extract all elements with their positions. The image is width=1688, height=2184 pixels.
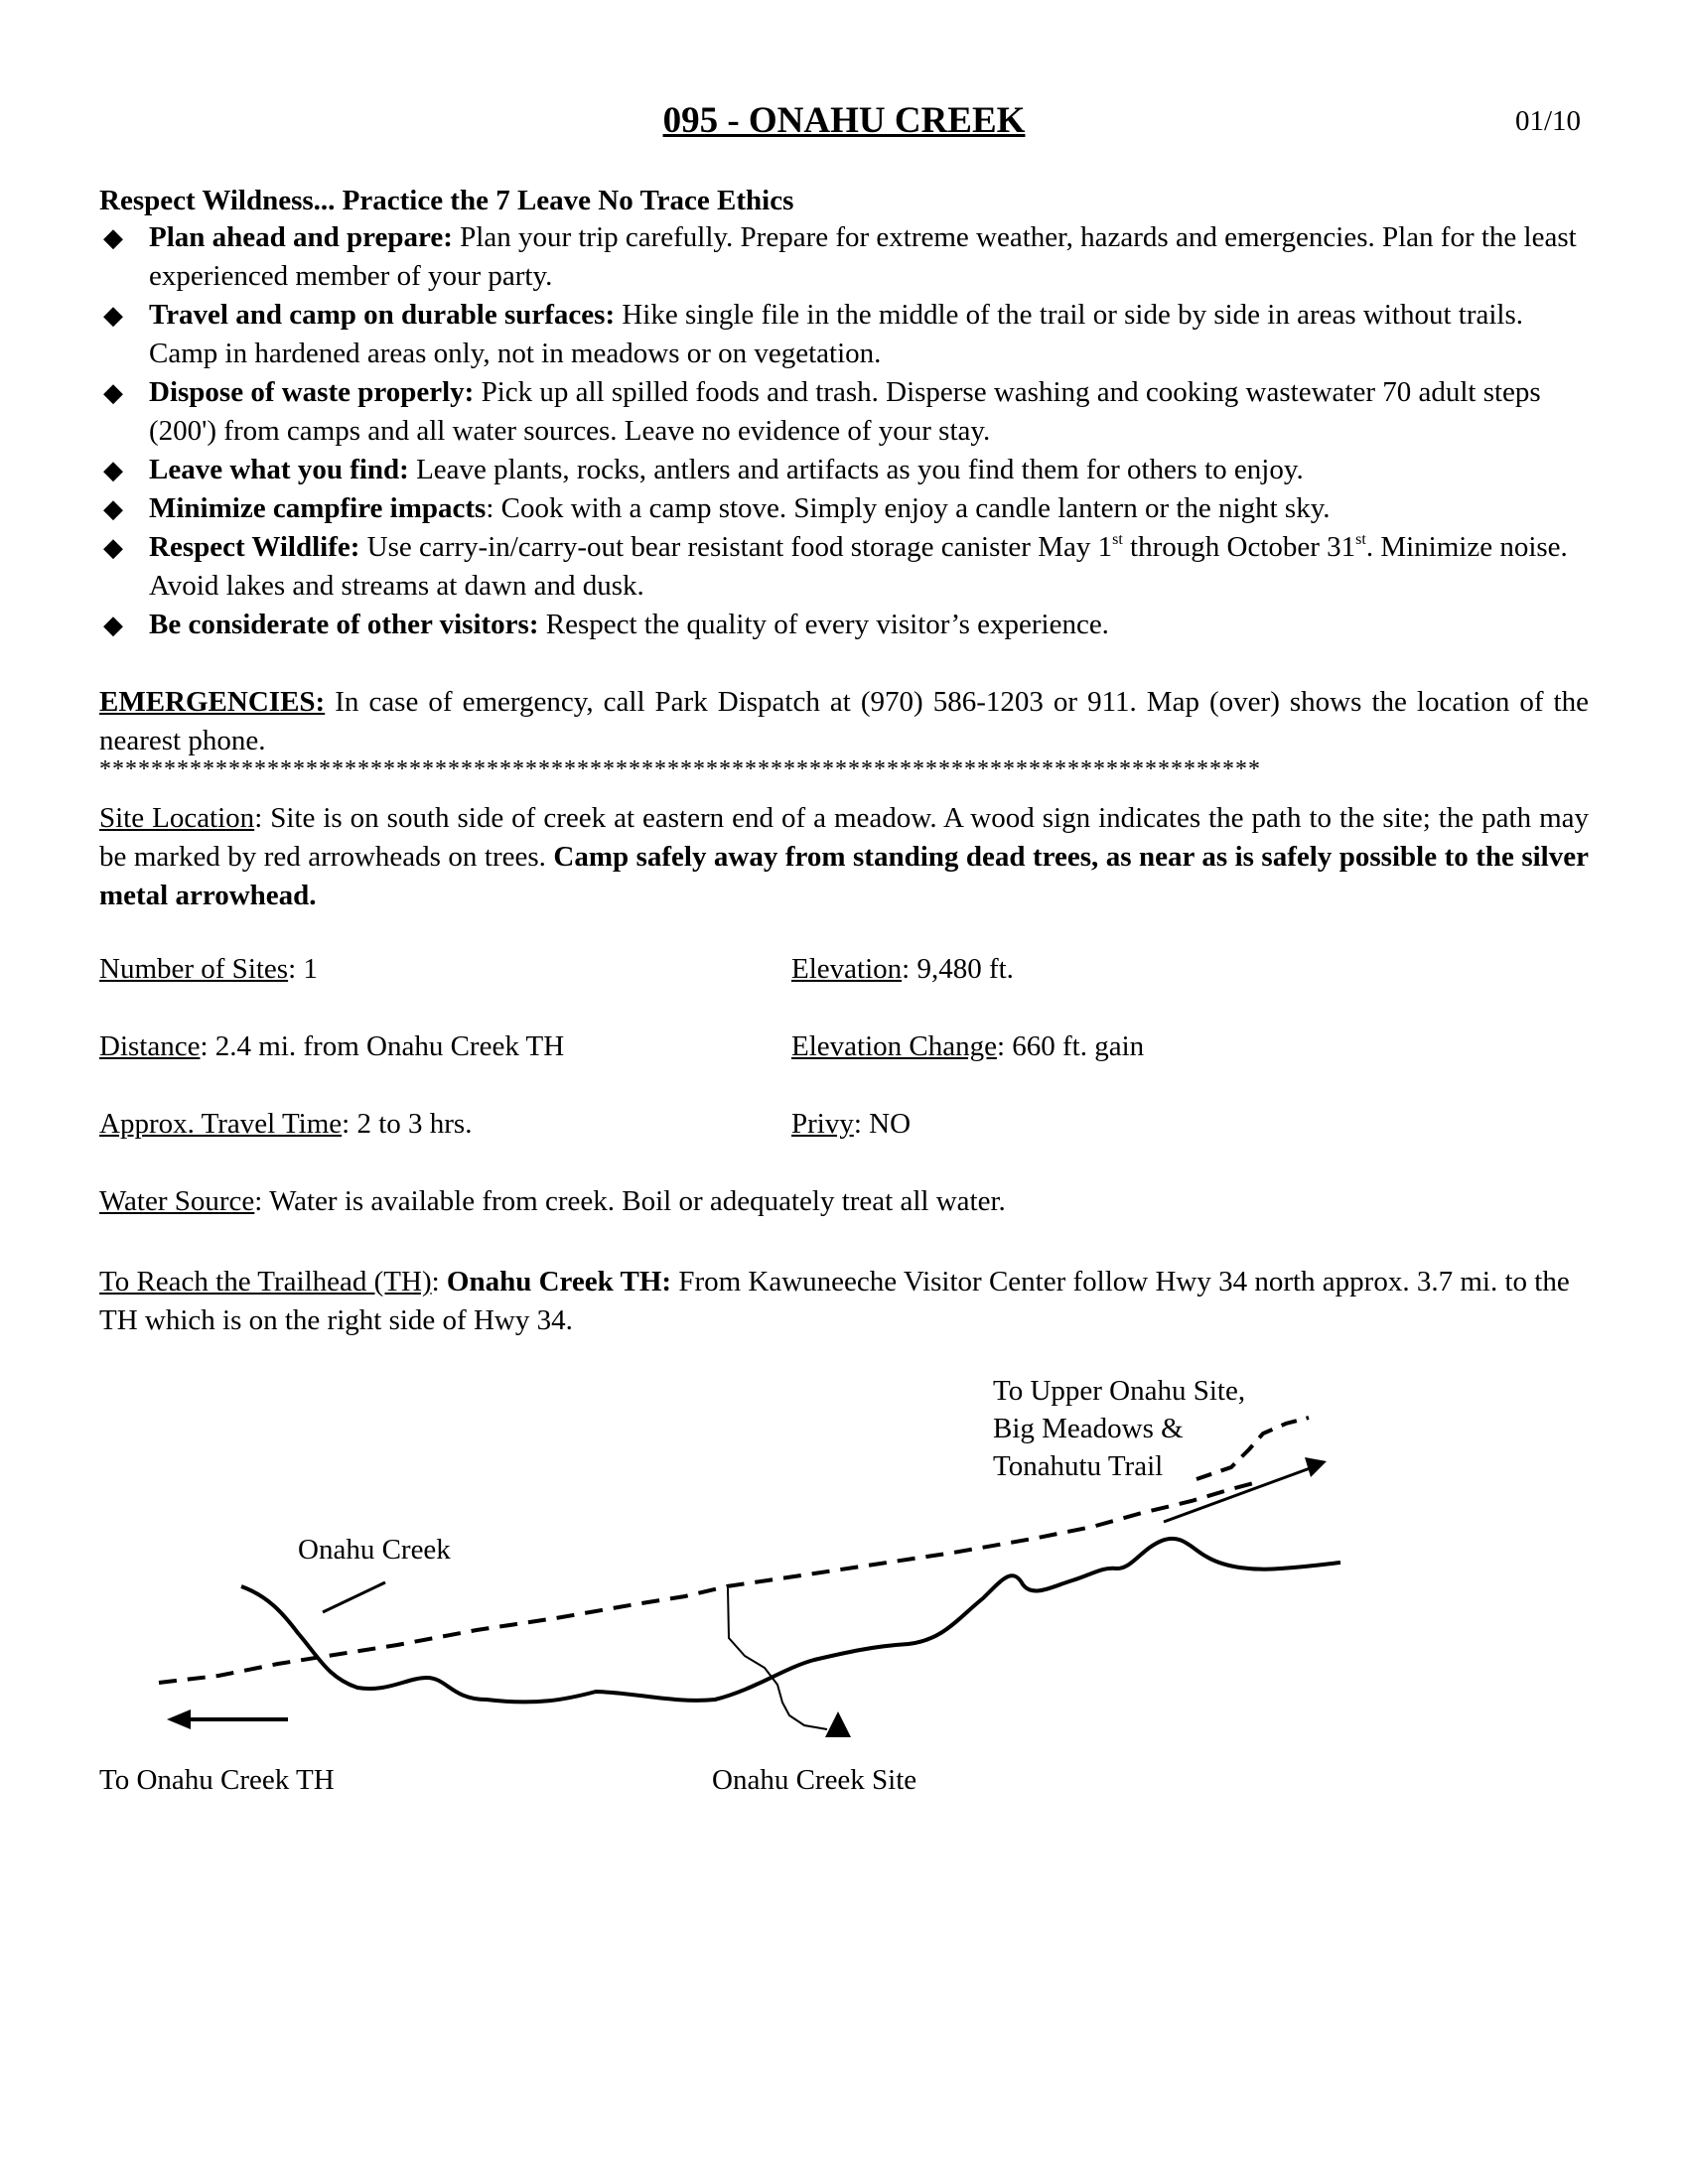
ethics-item: ◆ Plan ahead and prepare: Plan your trip carefully. Prepare for extreme weather, hazards and emergencies. Plan for the least experienced member of your party. — [99, 218, 1589, 296]
diamond-bullet-icon: ◆ — [103, 494, 123, 523]
travel-time: Approx. Travel Time: 2 to 3 hrs. — [99, 1108, 473, 1140]
campsite-triangle-icon — [825, 1711, 851, 1737]
diamond-bullet-icon: ◆ — [103, 456, 123, 484]
revision-date: 01/10 — [1514, 105, 1581, 137]
elevation: Elevation: 9,480 ft. — [791, 953, 1014, 985]
distance: Distance: 2.4 mi. from Onahu Creek TH — [99, 1030, 565, 1062]
ethics-item: ◆ Be considerate of other visitors: Respect the quality of every visitor’s experience. — [99, 606, 1589, 644]
ethics-item: ◆ Leave what you find: Leave plants, rocks, antlers and artifacts as you find them for others to enjoy. — [99, 451, 1589, 489]
ethics-item: ◆ Travel and camp on durable surfaces: Hike single file in the middle of the trail or side by side in areas without trails. Camp in hardened areas only, not in meadows or on vegetation. — [99, 296, 1589, 373]
water-source: Water Source: Water is available from creek. Boil or adequately treat all water. — [99, 1185, 1006, 1217]
diamond-bullet-icon: ◆ — [103, 301, 123, 330]
diamond-bullet-icon: ◆ — [103, 533, 123, 562]
map-label-upper: To Upper Onahu Site, Big Meadows & Tonahutu Trail — [993, 1375, 1246, 1482]
privy: Privy: NO — [791, 1108, 912, 1140]
ethics-item: ◆ Respect Wildlife: Use carry-in/carry-out bear resistant food storage canister May 1st through October 31st. Minimize noise. Avoid lakes and streams at dawn and dusk. — [99, 528, 1589, 606]
emergencies-paragraph: EMERGENCIES: In case of emergency, call Park Dispatch at (970) 586-1203 or 911. Map (over) shows the location of the nearest phone. — [99, 686, 1589, 756]
diamond-bullet-icon: ◆ — [103, 378, 123, 407]
separator-line: ****************************************************************************************** — [99, 756, 1261, 782]
elevation-change: Elevation Change: 660 ft. gain — [791, 1030, 1145, 1062]
arrow-left-icon — [167, 1709, 191, 1729]
diamond-bullet-icon: ◆ — [103, 611, 123, 639]
trailhead-paragraph: To Reach the Trailhead (TH): Onahu Creek TH: From Kawuneeche Visitor Center follow Hwy 34 north approx. 3.7 mi. to the TH which is on the right side of Hwy 34. — [99, 1266, 1570, 1336]
arrow-upper-right-icon — [1305, 1457, 1327, 1477]
number-of-sites: Number of Sites: 1 — [99, 953, 318, 985]
ethics-item: ◆ Dispose of waste properly: Pick up all spilled foods and trash. Disperse washing and cooking wastewater 70 adult steps (200') from camps and all water sources. Leave no evidence of your stay. — [99, 373, 1589, 451]
map-label-creek: Onahu Creek — [298, 1534, 451, 1566]
ethics-heading: Respect Wildness... Practice the 7 Leave No Trace Ethics — [99, 185, 794, 216]
creek-leader-line — [323, 1582, 385, 1612]
map-label-trailhead: To Onahu Creek TH — [99, 1764, 335, 1796]
diamond-bullet-icon: ◆ — [103, 223, 123, 252]
trail-path — [159, 1481, 1261, 1683]
page-title: 095 - ONAHU CREEK — [662, 100, 1026, 141]
site-location-paragraph: Site Location: Site is on south side of creek at eastern end of a meadow. A wood sign indicates the path to the site; the path may be marked by red arrowheads on trees. Camp safely away from standing dead trees, as near as is safely possible to the silver metal arrowhead. — [99, 802, 1589, 911]
ethics-item: ◆ Minimize campfire impacts: Cook with a camp stove. Simply enjoy a candle lantern or the night sky. — [99, 489, 1589, 528]
emergencies-label: EMERGENCIES: — [99, 686, 326, 718]
map-label-site: Onahu Creek Site — [712, 1764, 917, 1796]
